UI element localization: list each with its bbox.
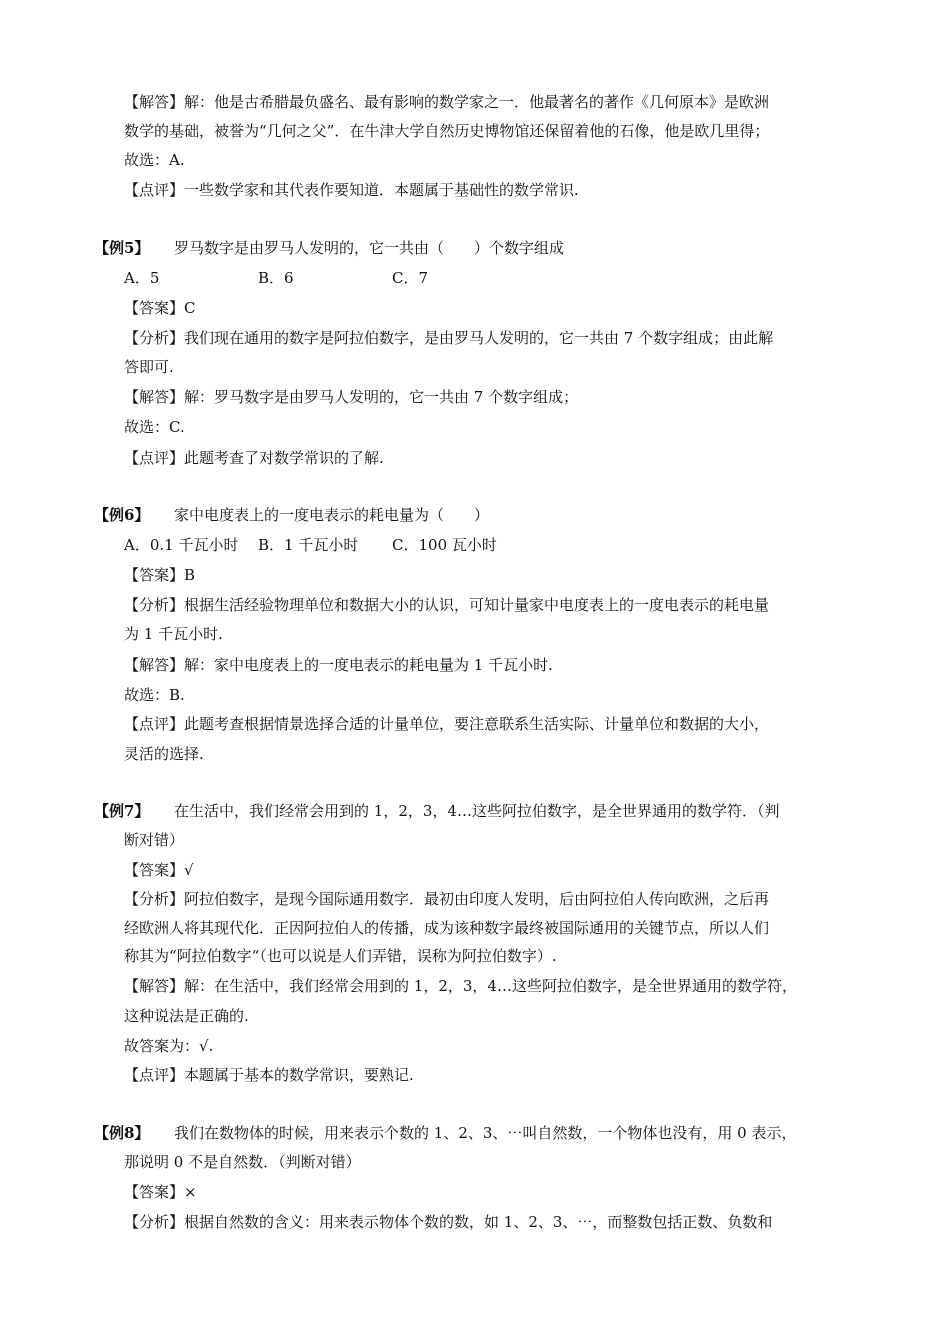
solution: 故选：C.	[124, 418, 185, 436]
comment: 【点评】此题考查根据情景选择合适的计量单位，要注意联系生活实际、计量单位和数据的大小，	[124, 715, 770, 733]
analysis: 【分析】我们现在通用的数字是阿拉伯数字，是由罗马人发明的，它一共由 7 个数字组成；由此解	[124, 329, 774, 347]
answer: 【答案】C	[124, 299, 196, 317]
solution: 【解答】解：在生活中，我们经常会用到的 1，2，3，4…这些阿拉伯数字，是全世界通用的数学符，	[124, 977, 797, 995]
example-6-question	[94, 505, 489, 525]
option-a: A．0.1 千瓦小时	[124, 536, 239, 554]
analysis: 为 1 千瓦小时.	[124, 625, 223, 643]
solution: 故选：B.	[124, 686, 185, 704]
text-line: 【点评】一些数学家和其代表作要知道．本题属于基础性的数学常识.	[124, 181, 579, 199]
analysis: 【分析】根据自然数的含义：用来表示物体个数的数，如 1、2、3、⋯，而整数包括正数、负数和	[124, 1213, 773, 1231]
question-text: 断对错）	[124, 831, 185, 849]
example-5-question	[94, 238, 564, 258]
text-line: 【解答】解：他是古希腊最负盛名、最有影响的数学家之一．他最著名的著作《几何原本》是欧洲	[124, 93, 770, 111]
question-text: 我们在数物体的时候，用来表示个数的 1、2、3、⋯叫自然数，一个物体也没有，用 0 表示，	[174, 1124, 797, 1142]
options-row	[124, 268, 428, 288]
example-label: 【例5】	[94, 239, 150, 257]
question-text: 罗马数字是由罗马人发明的，它一共由（ ）个数字组成	[174, 239, 565, 257]
answer: 【答案】×	[124, 1183, 197, 1201]
question-text: 那说明 0 不是自然数．（判断对错）	[124, 1153, 361, 1171]
answer: 【答案】B	[124, 566, 196, 584]
question-text: 在生活中，我们经常会用到的 1，2，3，4…这些阿拉伯数字，是全世界通用的数学符．（判	[174, 802, 780, 820]
options-row	[124, 535, 497, 555]
option-b: B．1 千瓦小时	[258, 536, 359, 554]
solution: 这种说法是正确的.	[124, 1007, 249, 1025]
option-c: C．7	[392, 269, 429, 287]
example-label: 【例7】	[94, 802, 150, 820]
solution: 【解答】解：罗马数字是由罗马人发明的，它一共由 7 个数字组成；	[124, 388, 579, 406]
text-line: 数学的基础，被誉为“几何之父”．在牛津大学自然历史博物馆还保留着他的石像，他是欧几里得；	[124, 122, 770, 140]
solution: 【解答】解：家中电度表上的一度电表示的耗电量为 1 千瓦小时.	[124, 656, 553, 674]
solution: 故答案为：√.	[124, 1037, 214, 1055]
example-label: 【例6】	[94, 506, 150, 524]
answer: 【答案】√	[124, 861, 194, 879]
question-text: 家中电度表上的一度电表示的耗电量为（ ）	[174, 506, 490, 524]
text-line: 故选：A.	[124, 151, 185, 169]
option-b: B．6	[258, 269, 294, 287]
example-8-question	[94, 1123, 796, 1143]
analysis: 称其为“阿拉伯数字“（也可以说是人们弄错，误称为阿拉伯数字）.	[124, 947, 557, 965]
analysis: 【分析】根据生活经验物理单位和数据大小的认识，可知计量家中电度表上的一度电表示的耗电量	[124, 596, 770, 614]
comment: 【点评】此题考查了对数学常识的了解.	[124, 449, 384, 467]
option-c: C．100 瓦小时	[392, 536, 497, 554]
analysis: 经欧洲人将其现代化．正因阿拉伯人的传播，成为该种数字最终被国际通用的关键节点，所以人们	[124, 919, 770, 937]
comment: 【点评】本题属于基本的数学常识，要熟记.	[124, 1066, 414, 1084]
comment: 灵活的选择.	[124, 745, 204, 763]
example-7-question	[94, 801, 779, 821]
analysis: 答即可.	[124, 358, 174, 376]
option-a: A．5	[124, 269, 160, 287]
example-label: 【例8】	[94, 1124, 150, 1142]
analysis: 【分析】阿拉伯数字，是现今国际通用数字．最初由印度人发明，后由阿拉伯人传向欧洲，之后再	[124, 890, 770, 908]
